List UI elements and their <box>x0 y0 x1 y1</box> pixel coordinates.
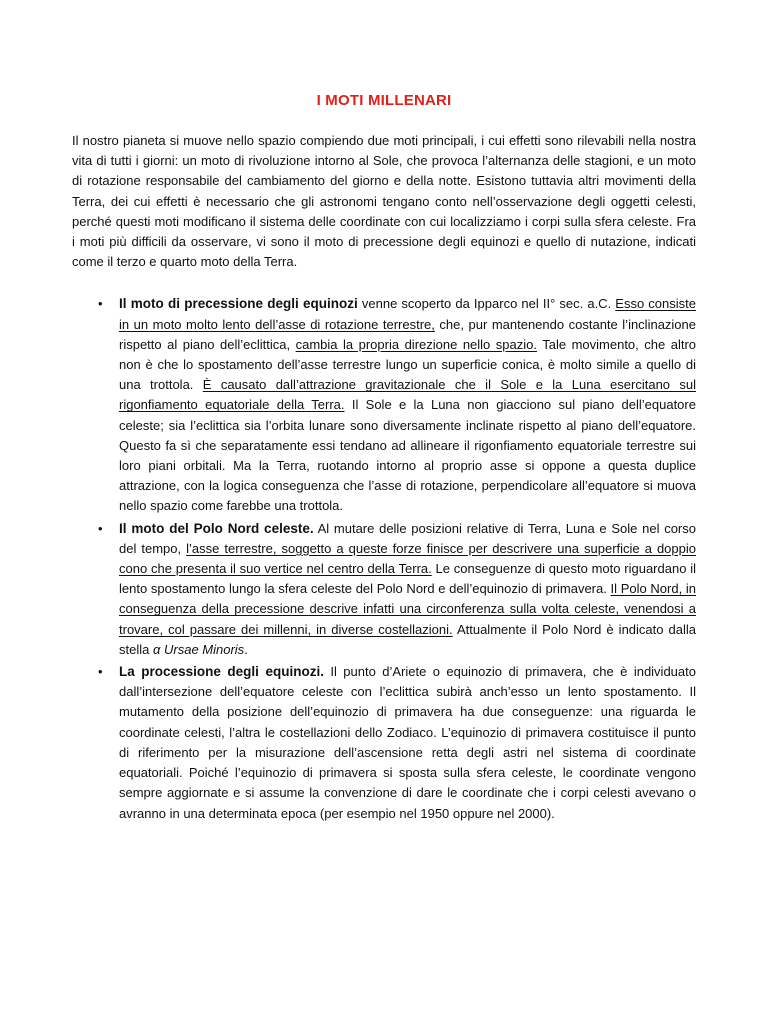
bullet-lead: Il moto del Polo Nord celeste. <box>119 520 314 536</box>
star-name: α Ursae Minoris <box>152 641 245 657</box>
bullet-text: Attualmente il Polo Nord è indicato dalla stella <box>119 621 696 657</box>
intro-paragraph: Il nostro pianeta si muove nello spazio compiendo due moti principali, i cui effetti sono rilevabili nella nostra vita di tutti i giorni: un moto di rivoluzione intorno al Sole, che provoca l’alternanza delle stagioni, e un moto di rotazione responsabile del cambiamento del giorno e della notte. Esistono tuttavia altri movimenti della Terra, dei cui effetti è necessario che gli astronomi tengano conto nell’osservazione degli oggetti celesti, perché questi moti modificano il sistema delle coordinate con cui localizziamo i corpi sulla sfera celeste. Fra i moti più difficili da osservare, vi sono il moto di precessione degli equinozi e quello di nutazione, indicati come il terzo e quarto moto della Terra. <box>72 133 696 270</box>
bullet-icon: • <box>98 520 103 536</box>
bullet-text: Il Sole e la Luna non giacciono sul piano dell’equatore celeste; sia l’eclittica sia l’orbita lunare sono diversamente inclinate rispetto al piano dell’equatore. Questo fa sì che separatamente essi tendano ad allineare il rigonfiamento equatoriale terrestre sui loro piani orbitali. Ma la Terra, ruotando intorno al proprio asse si oppone a questa duplice attrazione, con la logica conseguenza che l’asse di rotazione, perpendicolare all’equatore si muova nello spazio come farebbe una trottola. <box>119 397 696 514</box>
bullet-lead: La processione degli equinozi. <box>119 664 324 680</box>
bullet-list <box>72 294 696 823</box>
underlined-text: l’asse terrestre, soggetto a queste forze finisce per descrivere una superficie a doppio cono che presenta il suo vertice nel centro della Terra. <box>119 540 696 577</box>
bullet-icon: • <box>98 296 103 312</box>
bullet-text: venne scoperto da Ipparco nel II° sec. a.C. <box>357 296 616 312</box>
bullet-icon: • <box>98 664 103 680</box>
underlined-text: cambia la propria direzione nello spazio. <box>295 336 537 352</box>
bullet-lead: Il moto di precessione degli equinozi <box>119 296 358 312</box>
underlined-text: È causato dall’attrazione gravitazionale che il Sole e la Luna esercitano sul rigonfiamento equatoriale della Terra. <box>119 377 697 413</box>
underlined-text: Esso consiste in un moto molto lento dell’asse di rotazione terrestre, <box>119 296 696 332</box>
bullet-item-equinozi <box>72 662 696 824</box>
underlined-text: Il Polo Nord, in conseguenza della precessione descrive infatti una circonferenza sulla volta celeste, venendosi a trovare, col passare dei millenni, in diverse costellazioni. <box>119 581 696 637</box>
bullet-text: Le conseguenze di questo moto riguardano il lento spostamento lungo la sfera celeste del Polo Nord e dell’equinozio di primavera. <box>119 561 696 597</box>
bullet-text: . <box>244 641 248 657</box>
bullet-text: Al mutare delle posizioni relative di Terra, Luna e Sole nel corso del tempo, <box>119 520 696 556</box>
bullet-text: che, pur mantenendo costante l’inclinazione rispetto al piano dell’eclittica, <box>119 316 697 352</box>
bullet-text: Tale movimento, che altro non è che lo spostamento dell’asse terrestre lungo un superficie conica, è molto simile a quello di una trottola. <box>119 336 697 393</box>
bullet-item-polo-nord <box>72 519 696 660</box>
bullet-text: Il punto d’Ariete o equinozio di primavera, che è individuato dall’intersezione dell’equatore celeste con l’eclittica subirà anch’esso un lento spostamento. Il mutamento della posizione dell’equinozio di primavera ha due conseguenze: una riguarda le coordinate celesti, l’altra le costellazioni dello Zodiaco. L’equinozio di primavera costituisce il punto di riferimento per la misurazione dell’ascensione retta degli astri nel sistema di coordinate equatoriali. Poiché l’equinozio di primavera si sposta sulla sfera celeste, le coordinate vengono sempre aggiornate e si assume la convenzione di dare le coordinate che i corpi celesti avevano o avranno in una determinata epoca (per esempio nel 1950 oppure nel 2000). <box>119 664 696 821</box>
bullet-item-precessione <box>72 294 696 516</box>
page-title: I MOTI MILLENARI <box>316 92 452 109</box>
